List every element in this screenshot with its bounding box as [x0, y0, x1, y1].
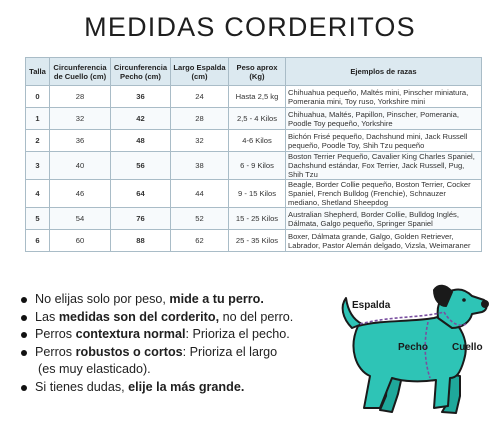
dog-nose: [482, 301, 488, 307]
cell-talla: 6: [26, 230, 50, 252]
tip-text-continuation: (es muy elasticado).: [38, 362, 151, 376]
cell-pecho: 42: [111, 108, 171, 130]
dog-body: [354, 314, 466, 408]
cell-espalda: 52: [171, 208, 229, 230]
header-cuello: Circunferencia de Cuello (cm): [50, 58, 111, 86]
cell-cuello: 54: [50, 208, 111, 230]
cell-peso: 25 - 35 Kilos: [229, 230, 286, 252]
tip-text: Perros: [35, 327, 76, 341]
cell-razas: Chihuahua pequeño, Maltés mini, Pinscher miniatura, Pomerania mini, Toy ruso, Yorkshire mini: [286, 86, 482, 108]
tip-text: no del perro.: [219, 309, 294, 324]
tip-text: Perros: [35, 344, 76, 359]
cell-espalda: 44: [171, 180, 229, 208]
tip-item: [20, 291, 340, 309]
tip-highlight: robustos o cortos: [75, 344, 183, 359]
table-row: [26, 230, 482, 252]
cell-espalda: 32: [171, 130, 229, 152]
cell-peso: 9 - 15 Kilos: [229, 180, 286, 208]
cell-pecho: 88: [111, 230, 171, 252]
tip-highlight: medidas son del corderito,: [58, 309, 220, 324]
cell-pecho: 48: [111, 130, 171, 152]
tip-highlight: mide a tu perro.: [169, 292, 264, 306]
size-table: [25, 57, 482, 252]
header-peso: Peso aprox (Kg): [229, 58, 286, 86]
table-row: [26, 86, 482, 108]
cell-razas: Bichón Frisé pequeño, Dachshund mini, Jack Russell pequeño, Poodle Toy, Shih Tzu pequeño: [286, 130, 482, 152]
table-row: [26, 152, 482, 180]
cell-talla: 0: [26, 86, 50, 108]
cell-razas: Beagle, Border Collie pequeño, Boston Terrier, Cocker Spaniel, French Bulldog (Frenchie), Schnauzer mediano, Shetland Sheepdog: [286, 180, 482, 208]
cell-talla: 3: [26, 152, 50, 180]
dog-measurement-diagram: [330, 278, 490, 428]
dog-eye: [462, 298, 466, 302]
cell-espalda: 62: [171, 230, 229, 252]
header-talla: Talla: [26, 58, 50, 86]
cell-talla: 1: [26, 108, 50, 130]
cell-peso: 15 - 25 Kilos: [229, 208, 286, 230]
cell-talla: 4: [26, 180, 50, 208]
tip-text: Las: [35, 309, 59, 324]
cell-talla: 2: [26, 130, 50, 152]
label-pecho: Pecho: [398, 342, 429, 353]
cell-peso: 6 - 9 Kilos: [229, 152, 286, 180]
cell-razas: Chihuahua, Maltés, Papillon, Pinscher, Pomerania, Poodle Toy pequeño, Yorkshire: [286, 108, 482, 130]
cell-razas: Australian Shepherd, Border Collie, Bulldog Inglés, Dálmata, Galgo pequeño, Springer Spaniel: [286, 208, 482, 230]
cell-cuello: 28: [50, 86, 111, 108]
cell-cuello: 40: [50, 152, 111, 180]
cell-cuello: 36: [50, 130, 111, 152]
tips-list: [20, 291, 340, 396]
cell-pecho: 56: [111, 152, 171, 180]
cell-peso: Hasta 2,5 kg: [229, 86, 286, 108]
header-espalda: Largo Espalda (cm): [171, 58, 229, 86]
table-row: [26, 108, 482, 130]
cell-pecho: 36: [111, 86, 171, 108]
cell-talla: 5: [26, 208, 50, 230]
tip-item: [20, 309, 340, 327]
table-row: [26, 180, 482, 208]
label-cuello: Cuello: [452, 342, 483, 353]
cell-razas: Boxer, Dálmata grande, Galgo, Golden Retriever, Labrador, Pastor Alemán delgado, Vizsla, Weimaraner: [286, 230, 482, 252]
tip-text: : Prioriza el largo: [182, 344, 278, 359]
cell-cuello: 60: [50, 230, 111, 252]
tip-item: [20, 326, 340, 344]
tip-item: [20, 379, 340, 397]
header-razas: Ejemplos de razas: [286, 58, 482, 86]
cell-pecho: 64: [111, 180, 171, 208]
header-pecho: Circunferencia Pecho (cm): [111, 58, 171, 86]
cell-cuello: 32: [50, 108, 111, 130]
tip-text: : Prioriza el pecho.: [185, 327, 290, 341]
table-row: [26, 130, 482, 152]
table-header-row: [26, 58, 482, 86]
cell-peso: 4-6 Kilos: [229, 130, 286, 152]
cell-peso: 2,5 - 4 Kilos: [229, 108, 286, 130]
tip-text: No elijas solo por peso,: [35, 292, 170, 306]
tip-highlight: elije la más grande.: [128, 379, 245, 394]
cell-espalda: 28: [171, 108, 229, 130]
cell-razas: Boston Terrier Pequeño, Cavalier King Charles Spaniel, Dachshund estándar, Fox Terrier, Jack Russell, Pug, Shih Tzu: [286, 152, 482, 180]
cell-pecho: 76: [111, 208, 171, 230]
label-espalda: Espalda: [352, 300, 391, 311]
cell-espalda: 38: [171, 152, 229, 180]
page-title: MEDIDAS CORDERITOS: [84, 12, 416, 42]
tip-highlight: contextura normal: [75, 327, 186, 341]
cell-cuello: 46: [50, 180, 111, 208]
cell-espalda: 24: [171, 86, 229, 108]
table-row: [26, 208, 482, 230]
tip-text: Si tienes dudas,: [35, 379, 129, 394]
tip-item: [20, 344, 340, 379]
